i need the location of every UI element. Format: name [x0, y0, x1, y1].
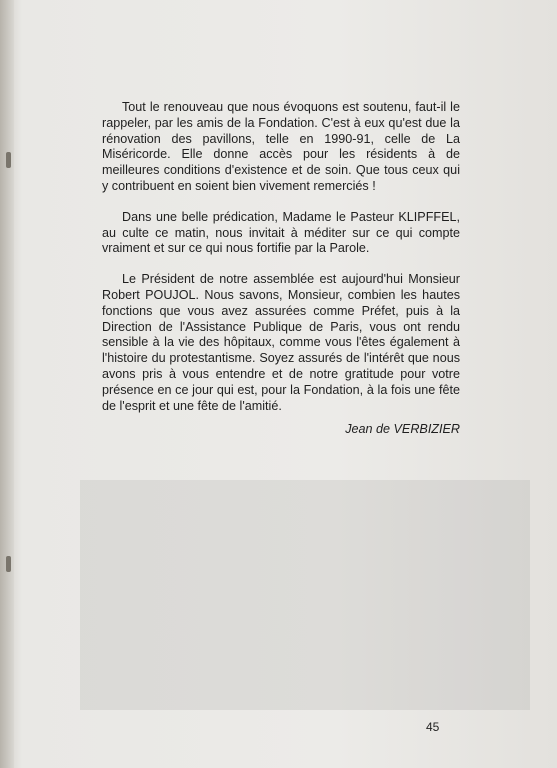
paragraph-1: Tout le renouveau que nous évoquons est soutenu, faut-il le rappeler, par les amis de la Fondation. C'est à eux qu'est due la rénovation des pavillons, telle en 1990-91, celle de La Miséricorde. Elle donne accès pour les résidents à de meilleures conditions d'existence et de soin. Que tous ceux qui y contribuent en soient bien vivement remerciés ! — [102, 100, 460, 193]
show-through-photo — [80, 480, 530, 710]
staple-top — [6, 152, 11, 168]
signature: Jean de VERBIZIER — [345, 422, 460, 437]
staple-bottom — [6, 556, 11, 572]
binding-spine — [0, 0, 14, 768]
paragraph-3: Le Président de notre assemblée est aujourd'hui Monsieur Robert POUJOL. Nous savons, Monsieur, combien les hautes fonctions que vous avez assurées comme Préfet, puis à la Direction de l'Assistance Publique de Paris, vous ont rendu sensible à la vie des hôpitaux, comme vous l'êtes également à l'histoire du protestantisme. Soyez assurés de l'intérêt que nous avons pris à vous entendre et de notre gratitude pour votre présence en ce jour qui est, pour la Fondation, à la fois une fête de l'esprit et une fête de l'amitié. — [102, 272, 460, 413]
page-number: 45 — [426, 720, 440, 734]
paragraph-2: Dans une belle prédication, Madame le Pasteur KLIPFFEL, au culte ce matin, nous invitait à méditer sur ce qui compte vraiment et sur ce qui nous fortifie par la Parole. — [102, 209, 460, 256]
body-text — [102, 100, 460, 438]
